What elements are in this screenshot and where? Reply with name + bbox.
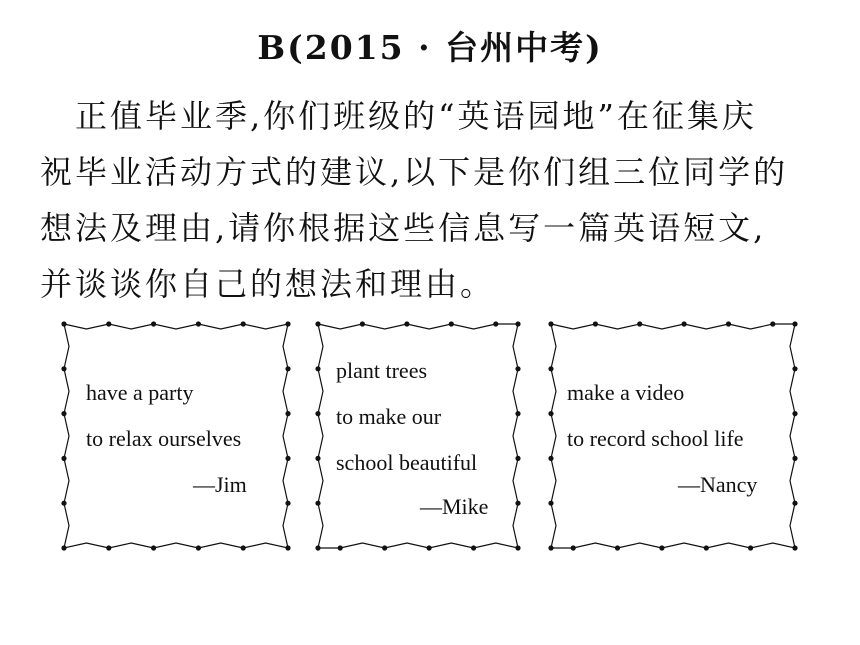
border-dot [748, 545, 753, 550]
card-reason: to record school life [567, 426, 744, 451]
border-dot [285, 501, 290, 506]
idea-card-jim [58, 318, 294, 554]
paragraph-line: 祝毕业活动方式的建议,以下是你们组三位同学的 [40, 153, 789, 191]
idea-card-nancy [545, 318, 801, 554]
border-dot [515, 366, 520, 371]
border-dot [493, 321, 498, 326]
border-dot [548, 501, 553, 506]
border-dot [615, 545, 620, 550]
border-dot [151, 545, 156, 550]
border-dot [338, 545, 343, 550]
border-dot [241, 545, 246, 550]
border-dot [285, 545, 290, 550]
border-dot [515, 411, 520, 416]
border-dot [106, 545, 111, 550]
border-dot [770, 321, 775, 326]
card-reason: to make our [336, 404, 442, 429]
border-dot [61, 366, 66, 371]
border-dot [726, 321, 731, 326]
border-dot [515, 321, 520, 326]
border-dot [196, 545, 201, 550]
border-dot [704, 545, 709, 550]
border-dot [792, 411, 797, 416]
border-dot [285, 456, 290, 461]
card-idea: make a video [567, 380, 685, 405]
border-dot [61, 456, 66, 461]
border-dot [449, 321, 454, 326]
border-dot [548, 366, 553, 371]
border-dot [61, 545, 66, 550]
border-dot [792, 501, 797, 506]
border-dot [285, 366, 290, 371]
border-dot [637, 321, 642, 326]
border-dot [548, 456, 553, 461]
border-dot [792, 545, 797, 550]
card-author: —Jim [193, 472, 247, 497]
border-dot [285, 321, 290, 326]
card-reason: school beautiful [336, 450, 478, 475]
border-dot [792, 456, 797, 461]
border-dot [682, 321, 687, 326]
border-dot [285, 411, 290, 416]
border-dot [659, 545, 664, 550]
card-author: —Nancy [678, 472, 758, 497]
border-dot [151, 321, 156, 326]
paragraph-line: 正值毕业季,你们班级的“英语园地”在征集庆 [40, 97, 757, 135]
border-dot [61, 411, 66, 416]
card-author: —Mike [420, 494, 489, 519]
border-dot [593, 321, 598, 326]
card-idea: plant trees [336, 358, 428, 383]
border-dot [548, 411, 553, 416]
border-dot [427, 545, 432, 550]
border-dot [315, 411, 320, 416]
border-dot [792, 321, 797, 326]
decorative-border [312, 318, 524, 554]
paragraph-line: 并谈谈你自己的想法和理由。 [40, 265, 496, 303]
paragraph-line: 想法及理由,请你根据这些信息写一篇英语短文, [40, 209, 767, 247]
border-dot [548, 545, 553, 550]
border-dot [515, 456, 520, 461]
border-dot [548, 321, 553, 326]
border-dot [315, 501, 320, 506]
border-dot [404, 321, 409, 326]
border-dot [196, 321, 201, 326]
idea-card-mike [312, 318, 524, 554]
border-dot [360, 321, 365, 326]
border-dot [571, 545, 576, 550]
card-reason: to relax ourselves [86, 426, 242, 451]
border-dot [515, 545, 520, 550]
border-dot [241, 321, 246, 326]
border-dot [792, 366, 797, 371]
border-dot [515, 501, 520, 506]
section-heading: B(2015 · 台州中考) [257, 28, 603, 67]
border-dot [315, 545, 320, 550]
border-dot [382, 545, 387, 550]
card-idea: have a party [86, 380, 194, 405]
border-dot [106, 321, 111, 326]
border-dot [315, 366, 320, 371]
border-dot [61, 501, 66, 506]
border-dot [315, 456, 320, 461]
task-paragraph [40, 88, 830, 312]
border-dot [471, 545, 476, 550]
border-dot [61, 321, 66, 326]
border-dot [315, 321, 320, 326]
